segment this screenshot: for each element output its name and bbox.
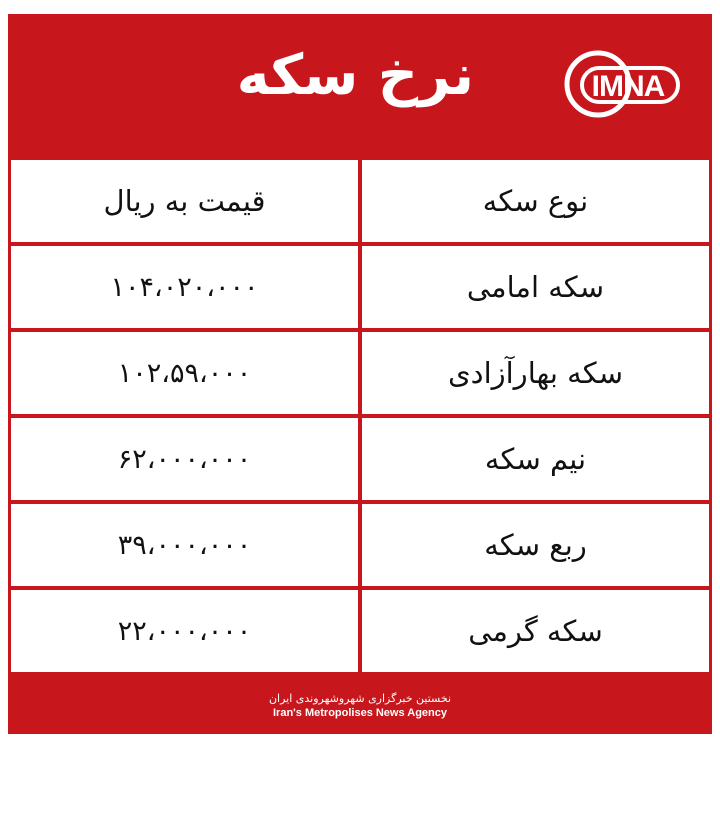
coin-type: نیم سکه: [484, 442, 587, 476]
header: [8, 14, 712, 158]
imna-logo: [562, 48, 698, 120]
coin-price: ۶۲،۰۰۰،۰۰۰: [117, 443, 252, 475]
coin-price-cell: [11, 246, 358, 328]
coin-price: ۲۲،۰۰۰،۰۰۰: [117, 615, 252, 647]
footer-tagline-en: Iran's Metropolises News Agency: [273, 706, 447, 719]
imna-logo-icon: [562, 48, 698, 120]
coin-price-cell: [11, 332, 358, 414]
coin-type: ربع سکه: [484, 528, 587, 562]
coin-type-cell: [362, 418, 709, 500]
table-row: [11, 418, 709, 504]
coin-price-cell: [11, 590, 358, 672]
coin-type: سکه بهارآزادی: [447, 356, 624, 390]
coin-type-cell: [362, 590, 709, 672]
coin-price: ۳۹،۰۰۰،۰۰۰: [117, 529, 252, 561]
coin-price-cell: [11, 504, 358, 586]
coin-type: سکه گرمی: [468, 614, 603, 648]
coin-type-cell: [362, 246, 709, 328]
table-row: [11, 246, 709, 332]
table-row: [11, 332, 709, 418]
column-header-price: [11, 160, 358, 242]
coin-price-cell: [11, 418, 358, 500]
footer: [8, 678, 712, 734]
logo-text: IMNA: [591, 70, 665, 103]
page-title: نرخ سکه: [236, 43, 474, 108]
coin-price: ۱۰۴،۰۲۰،۰۰۰: [110, 271, 259, 303]
table-header-row: [11, 160, 709, 246]
footer-tagline-fa: نخستین خبرگزاری شهروشهروندی ایران: [268, 691, 452, 705]
price-table: [11, 157, 709, 677]
table-row: [11, 590, 709, 676]
table-row: [11, 504, 709, 590]
column-header-type-label: نوع سکه: [482, 184, 589, 218]
coin-type: سکه امامی: [466, 270, 605, 304]
column-header-type: [362, 160, 709, 242]
coin-type-cell: [362, 504, 709, 586]
column-header-price-label: قیمت به ریال: [103, 184, 266, 218]
coin-price-card: [8, 14, 712, 734]
coin-type-cell: [362, 332, 709, 414]
coin-price: ۱۰۲،۵۹،۰۰۰: [117, 357, 252, 389]
